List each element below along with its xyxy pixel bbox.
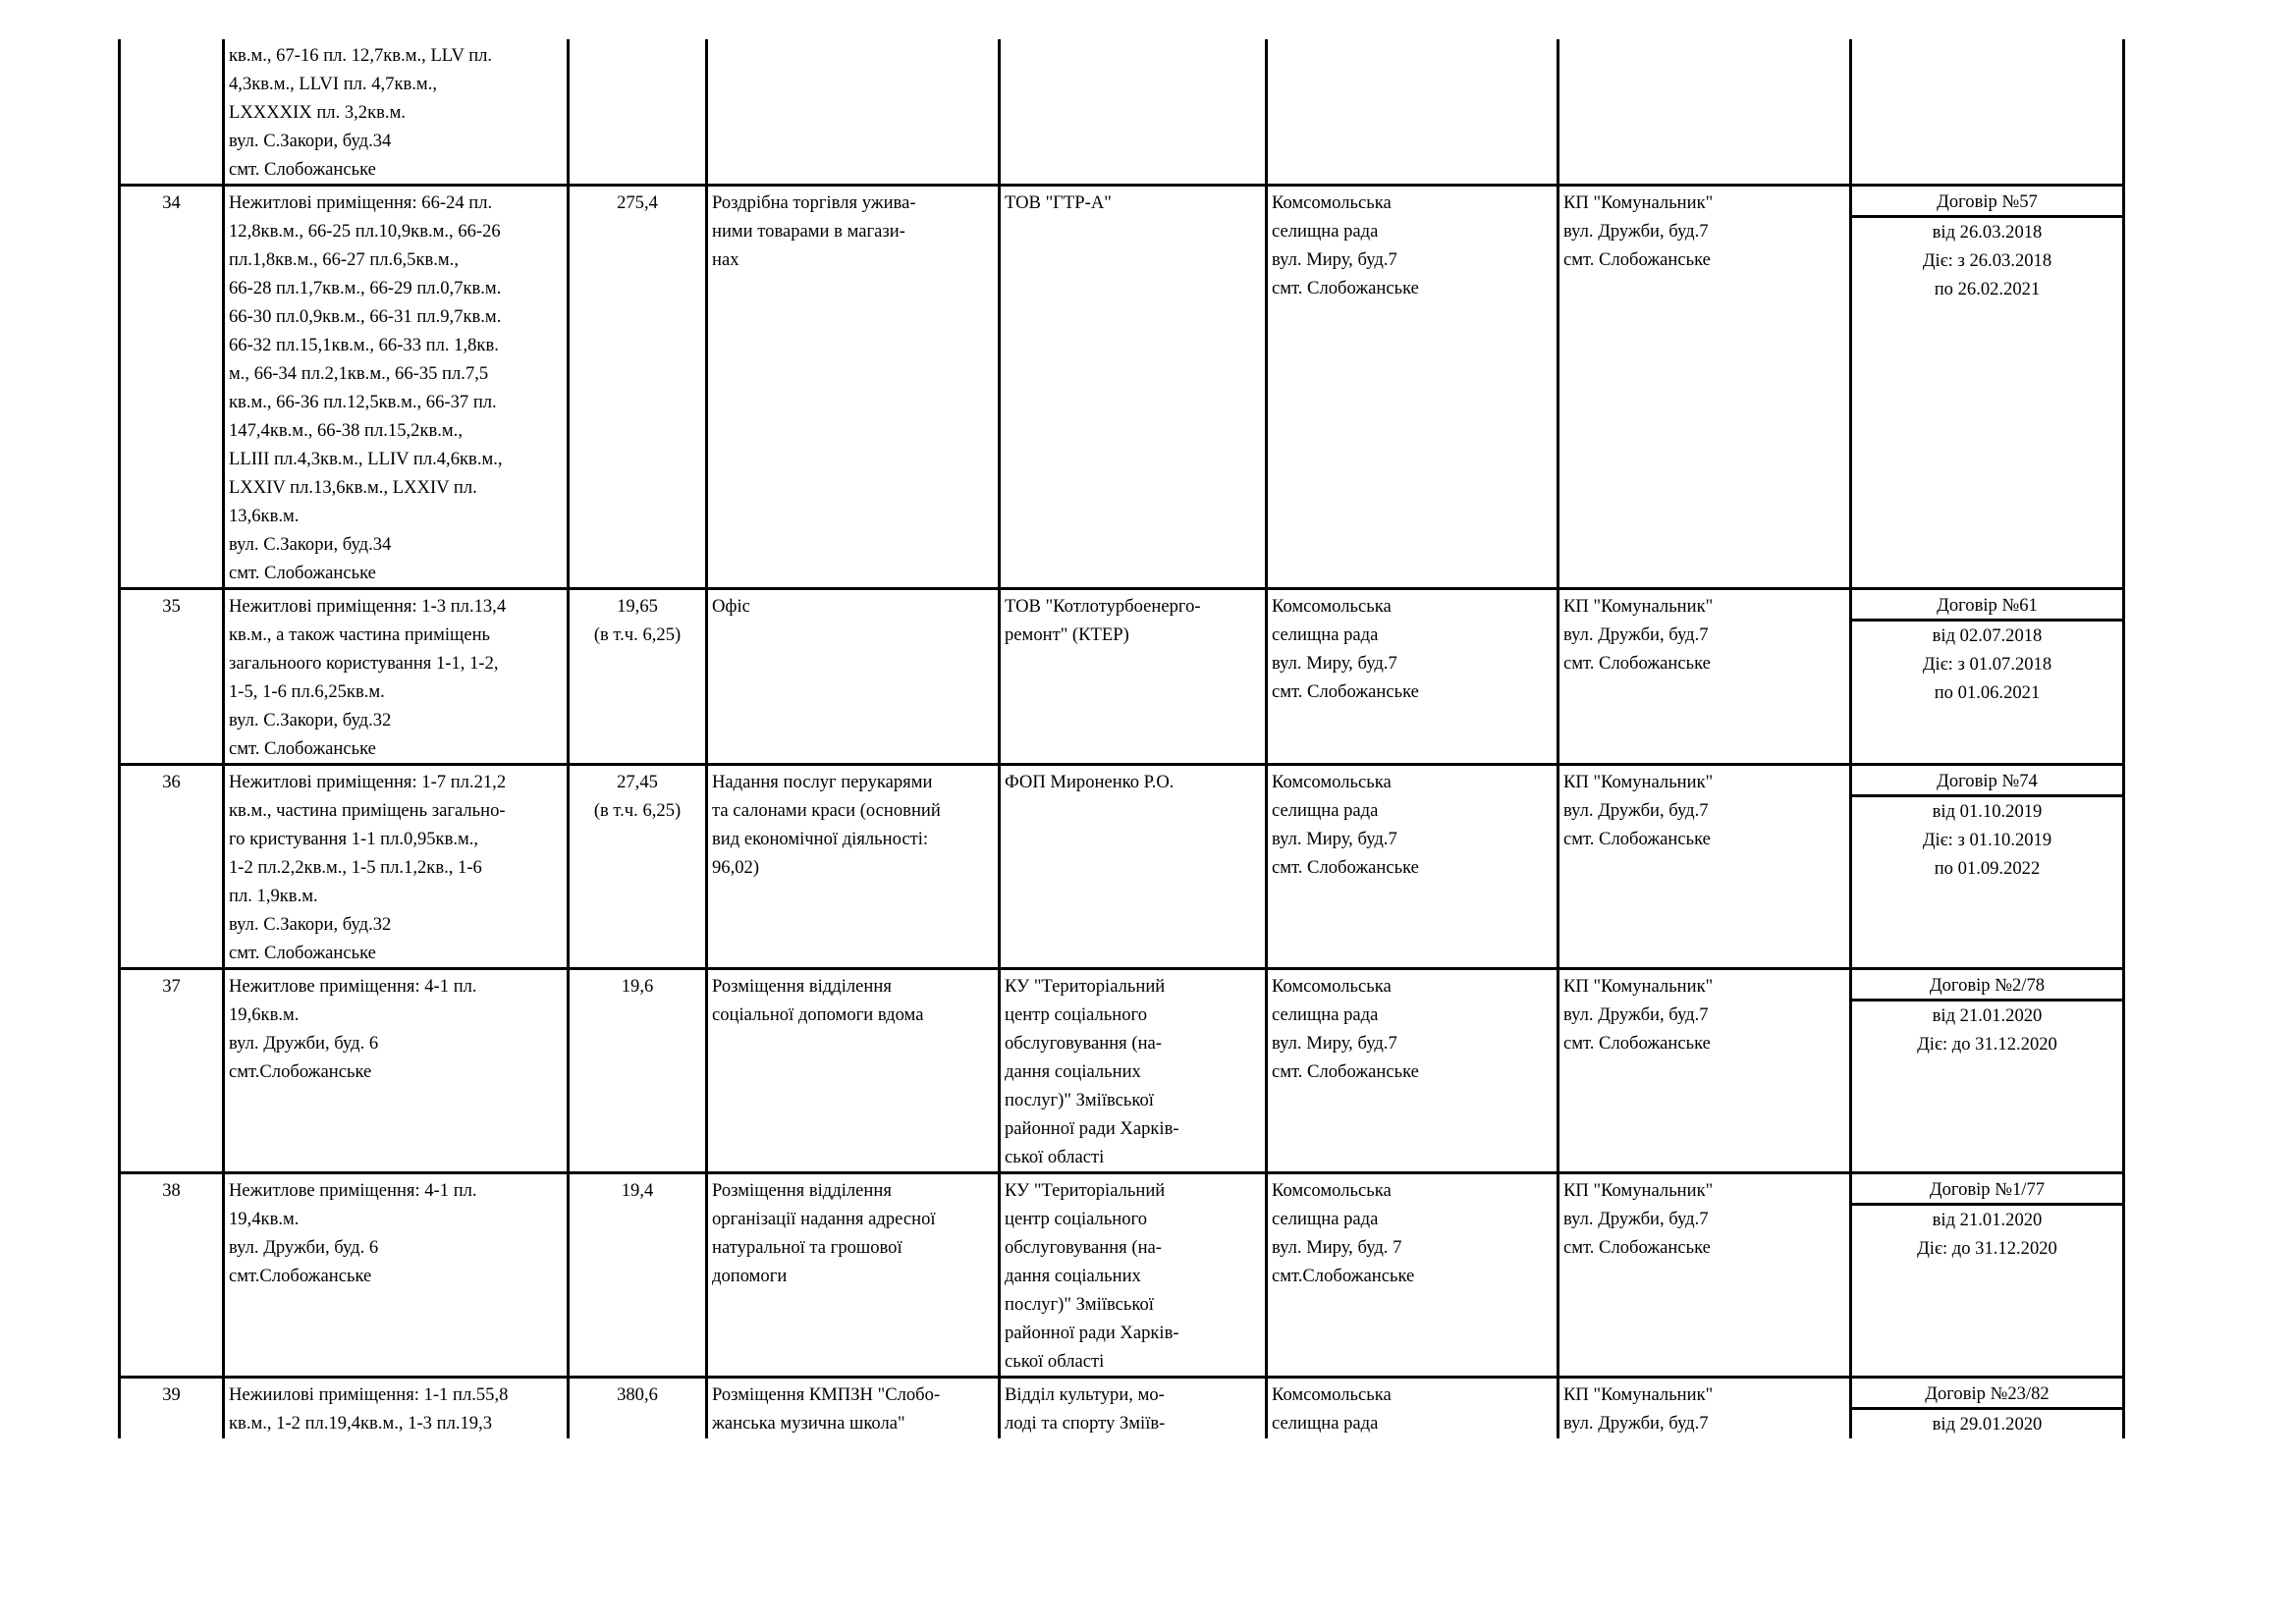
- table-row: [120, 969, 2124, 1173]
- holder-info-cell: [1558, 969, 1851, 1173]
- contract-cell: [1851, 589, 2124, 765]
- owner-info-cell: [1267, 765, 1558, 969]
- contract-detail-line: по 01.09.2022: [1934, 858, 2041, 879]
- tenant-name-line: ТОВ "Котлотурбоенерго-: [1005, 596, 1201, 617]
- owner-info-line: вул. Миру, буд.7: [1272, 653, 1397, 674]
- object-description-line: Нежитлові приміщення: 1-3 пл.13,4: [229, 596, 507, 617]
- contract-details: [1852, 1410, 2122, 1438]
- contract-detail-line: Діє: з 01.10.2019: [1922, 830, 2052, 850]
- object-description-line: 4,3кв.м., LLVI пл. 4,7кв.м.,: [229, 74, 437, 94]
- row-number-cell: [120, 969, 224, 1173]
- contract-detail-line: по 26.02.2021: [1934, 279, 2041, 299]
- owner-info-line: смт. Слобожанське: [1272, 278, 1419, 298]
- contract-cell: [1851, 1378, 2124, 1439]
- object-description-line: 147,4кв.м., 66-38 пл.15,2кв.м.,: [229, 420, 463, 441]
- object-description-line: вул. С.Закори, буд.32: [229, 914, 392, 935]
- object-description-line: вул. С.Закори, буд.34: [229, 534, 392, 555]
- contract-detail-line: Діє: до 31.12.2020: [1917, 1238, 2057, 1259]
- owner-info-line: селищна рада: [1272, 1004, 1379, 1025]
- holder-info-cell: [1558, 589, 1851, 765]
- contract-cell: [1851, 1173, 2124, 1378]
- owner-info-line: смт. Слобожанське: [1272, 1061, 1419, 1082]
- row-number: 38: [162, 1180, 181, 1201]
- contract-detail-line: від 01.10.2019: [1932, 801, 2043, 822]
- owner-info-cell: [1267, 186, 1558, 589]
- holder-info-line: смт. Слобожанське: [1563, 653, 1711, 674]
- tenant-name-line: ської області: [1005, 1351, 1105, 1372]
- contract-title: Договір №1/77: [1852, 1174, 2122, 1206]
- owner-info-line: вул. Миру, буд.7: [1272, 1033, 1397, 1054]
- owner-info-line: селищна рада: [1272, 1209, 1379, 1229]
- area-value-line: 19,4: [621, 1180, 654, 1201]
- purpose-text-line: нах: [712, 249, 739, 270]
- contract-cell: [1851, 969, 2124, 1173]
- holder-info-line: вул. Дружби, буд.7: [1563, 624, 1709, 645]
- area-value-line: (в т.ч. 6,25): [593, 624, 682, 645]
- purpose-text-line: організації надання адресної: [712, 1209, 936, 1229]
- object-description-line: смт.Слобожанське: [229, 1266, 372, 1286]
- area-value-line: 19,65: [617, 596, 658, 617]
- purpose-text-line: натуральної та грошової: [712, 1237, 902, 1258]
- contract-detail-line: від 21.01.2020: [1932, 1210, 2043, 1230]
- object-description-cell: [224, 186, 569, 589]
- owner-info-line: Комсомольська: [1272, 1384, 1392, 1405]
- contract-detail-line: Діє: до 31.12.2020: [1917, 1034, 2057, 1055]
- row-number-cell: [120, 39, 224, 186]
- row-number-cell: [120, 186, 224, 589]
- tenant-name-line: ської області: [1005, 1147, 1105, 1167]
- contract-details: [1852, 797, 2122, 883]
- contract-cell: [1851, 39, 2124, 186]
- object-description-line: смт.Слобожанське: [229, 1061, 372, 1082]
- table-row: [120, 39, 2124, 186]
- holder-info-line: вул. Дружби, буд.7: [1563, 221, 1709, 242]
- tenant-name-line: послуг)" Зміївської: [1005, 1294, 1154, 1315]
- owner-info-line: смт.Слобожанське: [1272, 1266, 1415, 1286]
- purpose-text-cell: [707, 589, 1000, 765]
- row-number: 39: [162, 1384, 181, 1405]
- holder-info-line: КП "Комунальник": [1563, 1180, 1714, 1201]
- purpose-text-line: Розміщення відділення: [712, 1180, 892, 1201]
- table-row: [120, 186, 2124, 589]
- contract-title: Договір №61: [1852, 590, 2122, 622]
- owner-info-line: селищна рада: [1272, 624, 1379, 645]
- owner-info-cell: [1267, 1173, 1558, 1378]
- object-description-line: LXXXXIX пл. 3,2кв.м.: [229, 102, 406, 123]
- object-description-line: 13,6кв.м.: [229, 506, 300, 526]
- tenant-name-line: дання соціальних: [1005, 1266, 1141, 1286]
- holder-info-line: КП "Комунальник": [1563, 596, 1714, 617]
- holder-info-cell: [1558, 1173, 1851, 1378]
- purpose-text-line: Розміщення відділення: [712, 976, 892, 997]
- holder-info-cell: [1558, 765, 1851, 969]
- area-value-line: 380,6: [617, 1384, 658, 1405]
- contract-details: [1852, 622, 2122, 707]
- purpose-text-line: Роздрібна торгівля ужива-: [712, 192, 916, 213]
- object-description-cell: [224, 39, 569, 186]
- contract-details: [1852, 218, 2122, 303]
- row-number: 36: [162, 772, 181, 792]
- table-body: [120, 39, 2124, 1438]
- tenant-name-line: районної ради Харків-: [1005, 1323, 1179, 1343]
- tenant-name-cell: [1000, 186, 1267, 589]
- holder-info-line: КП "Комунальник": [1563, 192, 1714, 213]
- row-number-cell: [120, 1378, 224, 1439]
- row-number: 37: [162, 976, 181, 997]
- object-description-line: м., 66-34 пл.2,1кв.м., 66-35 пл.7,5: [229, 363, 489, 384]
- contract-detail-line: від 29.01.2020: [1932, 1414, 2043, 1435]
- holder-info-cell: [1558, 1378, 1851, 1439]
- purpose-text-line: ними товарами в магази-: [712, 221, 905, 242]
- owner-info-line: вул. Миру, буд.7: [1272, 829, 1397, 849]
- tenant-name-line: центр соціального: [1005, 1004, 1148, 1025]
- object-description-line: LXXIV пл.13,6кв.м., LXXIV пл.: [229, 477, 477, 498]
- holder-info-line: КП "Комунальник": [1563, 976, 1714, 997]
- table-row: [120, 1378, 2124, 1439]
- contract-detail-line: від 26.03.2018: [1932, 222, 2043, 243]
- tenant-name-cell: [1000, 39, 1267, 186]
- object-description-line: го кристування 1-1 пл.0,95кв.м.,: [229, 829, 479, 849]
- holder-info-line: смт. Слобожанське: [1563, 1237, 1711, 1258]
- object-description-line: смт. Слобожанське: [229, 738, 376, 759]
- purpose-text-line: жанська музична школа": [712, 1413, 905, 1434]
- holder-info-line: КП "Комунальник": [1563, 772, 1714, 792]
- area-value-cell: [569, 186, 707, 589]
- object-description-line: 66-32 пл.15,1кв.м., 66-33 пл. 1,8кв.: [229, 335, 499, 355]
- owner-info-line: вул. Миру, буд. 7: [1272, 1237, 1402, 1258]
- area-value-line: 19,6: [621, 976, 654, 997]
- holder-info-cell: [1558, 39, 1851, 186]
- row-number-cell: [120, 1173, 224, 1378]
- object-description-line: 1-2 пл.2,2кв.м., 1-5 пл.1,2кв., 1-6: [229, 857, 482, 878]
- holder-info-line: вул. Дружби, буд.7: [1563, 1004, 1709, 1025]
- owner-info-line: Комсомольська: [1272, 596, 1392, 617]
- object-description-line: вул. Дружби, буд. 6: [229, 1033, 379, 1054]
- holder-info-line: смт. Слобожанське: [1563, 1033, 1711, 1054]
- contract-detail-line: Діє: з 26.03.2018: [1922, 250, 2052, 271]
- purpose-text-line: Надання послуг перукарями: [712, 772, 933, 792]
- purpose-text-line: Розміщення КМПЗН "Слобо-: [712, 1384, 941, 1405]
- holder-info-cell: [1558, 186, 1851, 589]
- object-description-line: Нежиилові приміщення: 1-1 пл.55,8: [229, 1384, 509, 1405]
- owner-info-cell: [1267, 39, 1558, 186]
- object-description-cell: [224, 589, 569, 765]
- purpose-text-cell: [707, 1173, 1000, 1378]
- row-number: 34: [162, 192, 181, 213]
- object-description-line: кв.м., 66-36 пл.12,5кв.м., 66-37 пл.: [229, 392, 497, 412]
- tenant-name-line: лоді та спорту Зміїв-: [1005, 1413, 1166, 1434]
- owner-info-cell: [1267, 1378, 1558, 1439]
- tenant-name-cell: [1000, 969, 1267, 1173]
- object-description-line: кв.м., 1-2 пл.19,4кв.м., 1-3 пл.19,3: [229, 1413, 493, 1434]
- object-description-line: вул. С.Закори, буд.32: [229, 710, 392, 731]
- owner-info-line: смт. Слобожанське: [1272, 857, 1419, 878]
- contract-detail-line: по 01.06.2021: [1934, 682, 2041, 703]
- tenant-name-cell: [1000, 1173, 1267, 1378]
- tenant-name-cell: [1000, 765, 1267, 969]
- area-value-cell: [569, 969, 707, 1173]
- purpose-text-cell: [707, 765, 1000, 969]
- table-row: [120, 589, 2124, 765]
- tenant-name-line: районної ради Харків-: [1005, 1118, 1179, 1139]
- area-value-cell: [569, 765, 707, 969]
- contract-cell: [1851, 186, 2124, 589]
- area-value-line: 27,45: [617, 772, 658, 792]
- object-description-cell: [224, 765, 569, 969]
- row-number: 35: [162, 596, 181, 617]
- holder-info-line: вул. Дружби, буд.7: [1563, 800, 1709, 821]
- purpose-text-line: соціальної допомоги вдома: [712, 1004, 924, 1025]
- tenant-name-line: обслуговування (на-: [1005, 1237, 1162, 1258]
- owner-info-line: Комсомольська: [1272, 976, 1392, 997]
- tenant-name-line: ТОВ "ГТР-А": [1005, 192, 1112, 213]
- table-row: [120, 1173, 2124, 1378]
- object-description-line: вул. Дружби, буд. 6: [229, 1237, 379, 1258]
- object-description-line: вул. С.Закори, буд.34: [229, 131, 392, 151]
- purpose-text-cell: [707, 186, 1000, 589]
- object-description-line: 66-30 пл.0,9кв.м., 66-31 пл.9,7кв.м.: [229, 306, 502, 327]
- row-number-cell: [120, 589, 224, 765]
- object-description-line: смт. Слобожанське: [229, 159, 376, 180]
- owner-info-line: Комсомольська: [1272, 772, 1392, 792]
- purpose-text-cell: [707, 39, 1000, 186]
- owner-info-cell: [1267, 589, 1558, 765]
- tenant-name-line: ФОП Мироненко Р.О.: [1005, 772, 1175, 792]
- contract-detail-line: від 21.01.2020: [1932, 1005, 2043, 1026]
- object-description-line: 12,8кв.м., 66-25 пл.10,9кв.м., 66-26: [229, 221, 501, 242]
- purpose-text-line: 96,02): [712, 857, 760, 878]
- object-description-cell: [224, 969, 569, 1173]
- tenant-name-line: КУ "Територіальний: [1005, 1180, 1166, 1201]
- contract-cell: [1851, 765, 2124, 969]
- tenant-name-line: ремонт" (КТЕР): [1005, 624, 1129, 645]
- area-value-cell: [569, 39, 707, 186]
- purpose-text-line: вид економічної діяльності:: [712, 829, 929, 849]
- contract-detail-line: Діє: з 01.07.2018: [1922, 654, 2052, 675]
- object-description-line: 19,4кв.м.: [229, 1209, 300, 1229]
- object-description-cell: [224, 1378, 569, 1439]
- holder-info-line: смт. Слобожанське: [1563, 249, 1711, 270]
- object-description-line: Нежитлове приміщення: 4-1 пл.: [229, 976, 477, 997]
- contract-title: Договір №23/82: [1852, 1379, 2122, 1410]
- area-value-cell: [569, 589, 707, 765]
- tenant-name-line: Відділ культури, мо-: [1005, 1384, 1165, 1405]
- owner-info-line: Комсомольська: [1272, 1180, 1392, 1201]
- tenant-name-line: обслуговування (на-: [1005, 1033, 1162, 1054]
- holder-info-line: КП "Комунальник": [1563, 1384, 1714, 1405]
- table-row: [120, 765, 2124, 969]
- area-value-line: (в т.ч. 6,25): [593, 800, 682, 821]
- lease-register-table: [118, 39, 2125, 1438]
- contract-details: [1852, 1206, 2122, 1263]
- holder-info-line: вул. Дружби, буд.7: [1563, 1413, 1709, 1434]
- object-description-line: LLIII пл.4,3кв.м., LLIV пл.4,6кв.м.,: [229, 449, 503, 469]
- contract-title: Договір №57: [1852, 187, 2122, 218]
- tenant-name-cell: [1000, 1378, 1267, 1439]
- object-description-line: кв.м., 67-16 пл. 12,7кв.м., LLV пл.: [229, 45, 493, 66]
- object-description-line: Нежитлове приміщення: 4-1 пл.: [229, 1180, 477, 1201]
- contract-title: Договір №74: [1852, 766, 2122, 797]
- owner-info-line: селищна рада: [1272, 221, 1379, 242]
- contract-title: Договір №2/78: [1852, 970, 2122, 1001]
- contract-details: [1852, 1001, 2122, 1058]
- area-value-cell: [569, 1173, 707, 1378]
- purpose-text-line: допомоги: [712, 1266, 788, 1286]
- area-value-cell: [569, 1378, 707, 1439]
- owner-info-line: смт. Слобожанське: [1272, 681, 1419, 702]
- purpose-text-cell: [707, 1378, 1000, 1439]
- object-description-line: кв.м., частина приміщень загально-: [229, 800, 506, 821]
- holder-info-line: смт. Слобожанське: [1563, 829, 1711, 849]
- object-description-line: 1-5, 1-6 пл.6,25кв.м.: [229, 681, 385, 702]
- object-description-line: Нежитлові приміщення: 66-24 пл.: [229, 192, 493, 213]
- tenant-name-line: центр соціального: [1005, 1209, 1148, 1229]
- tenant-name-line: послуг)" Зміївської: [1005, 1090, 1154, 1110]
- row-number-cell: [120, 765, 224, 969]
- purpose-text-cell: [707, 969, 1000, 1173]
- object-description-line: Нежитлові приміщення: 1-7 пл.21,2: [229, 772, 507, 792]
- holder-info-line: вул. Дружби, буд.7: [1563, 1209, 1709, 1229]
- area-value-line: 275,4: [617, 192, 658, 213]
- owner-info-line: вул. Миру, буд.7: [1272, 249, 1397, 270]
- object-description-line: 19,6кв.м.: [229, 1004, 300, 1025]
- object-description-line: 66-28 пл.1,7кв.м., 66-29 пл.0,7кв.м.: [229, 278, 502, 298]
- object-description-cell: [224, 1173, 569, 1378]
- object-description-line: пл.1,8кв.м., 66-27 пл.6,5кв.м.,: [229, 249, 459, 270]
- purpose-text-line: та салонами краси (основний: [712, 800, 941, 821]
- purpose-text-line: Офіс: [712, 596, 750, 617]
- owner-info-line: селищна рада: [1272, 1413, 1379, 1434]
- owner-info-cell: [1267, 969, 1558, 1173]
- tenant-name-line: КУ "Територіальний: [1005, 976, 1166, 997]
- object-description-line: кв.м., а також частина приміщень: [229, 624, 491, 645]
- object-description-line: загальноого користування 1-1, 1-2,: [229, 653, 499, 674]
- owner-info-line: Комсомольська: [1272, 192, 1392, 213]
- owner-info-line: селищна рада: [1272, 800, 1379, 821]
- object-description-line: пл. 1,9кв.м.: [229, 886, 318, 906]
- contract-detail-line: від 02.07.2018: [1932, 625, 2043, 646]
- tenant-name-line: дання соціальних: [1005, 1061, 1141, 1082]
- object-description-line: смт. Слобожанське: [229, 943, 376, 963]
- object-description-line: смт. Слобожанське: [229, 563, 376, 583]
- tenant-name-cell: [1000, 589, 1267, 765]
